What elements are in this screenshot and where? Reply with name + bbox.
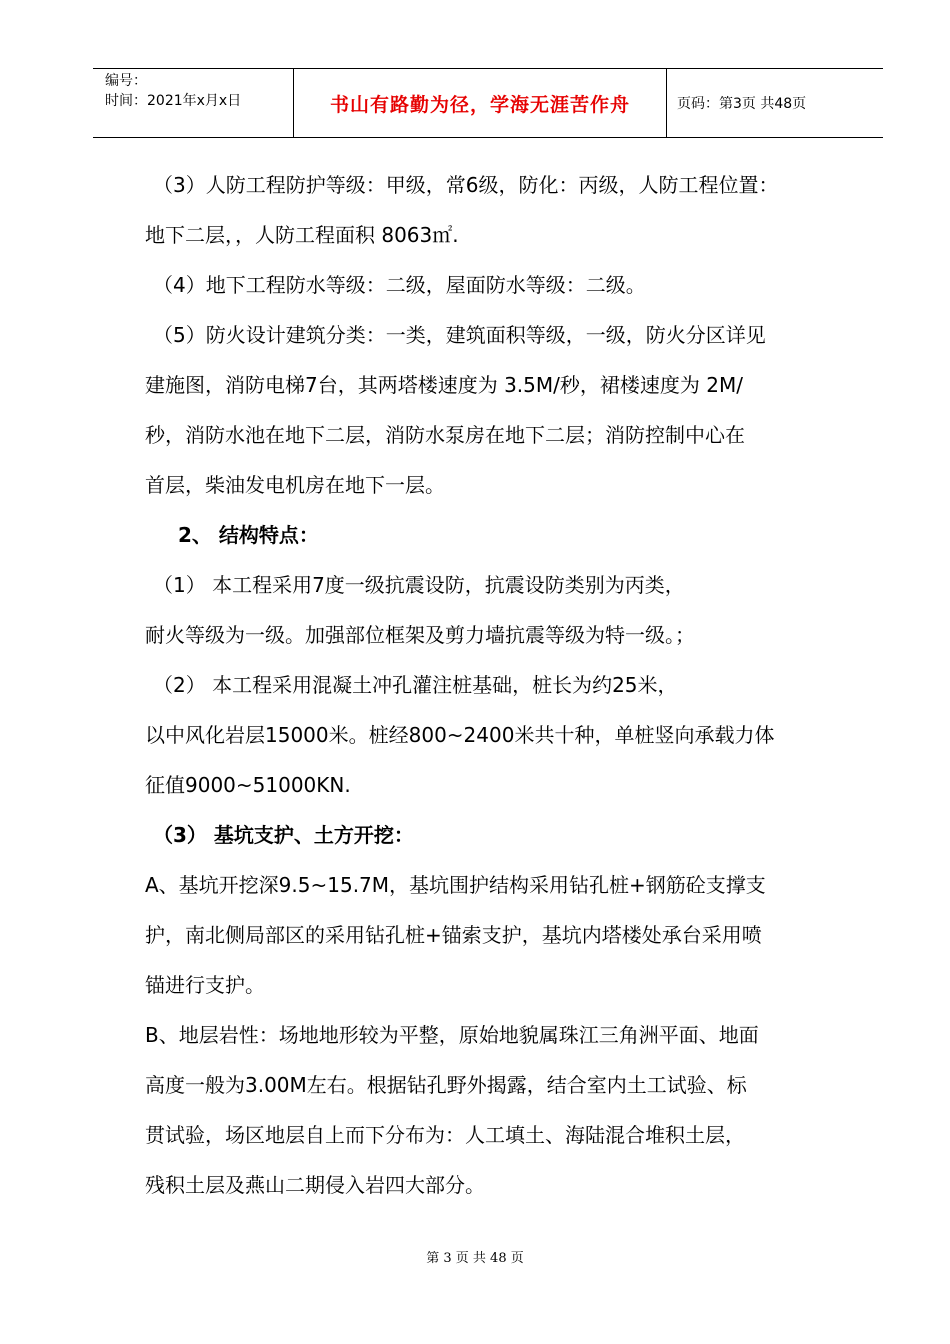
document-time-label: 时间：2021年x月x日 [105,93,242,109]
paragraph-line: （1） 本工程采用7度一级抗震设防，抗震设防类别为丙类， [153,573,685,597]
paragraph-line: （4）地下工程防水等级：二级，屋面防水等级：二级。 [153,273,646,297]
paragraph-line: （3）人防工程防护等级：甲级，常6级，防化：丙级，人防工程位置： [153,173,779,197]
paragraph-line: （5）防火设计建筑分类：一类，建筑面积等级，一级，防火分区详见 [153,323,766,347]
page-footer: 第 3 页 共 48 页 [426,1251,524,1266]
header-motto: 书山有路勤为径，学海无涯苦作舟 [329,93,630,116]
paragraph-line: 高度一般为3.00M左右。根据钻孔野外揭露，结合室内土工试验、标 [145,1073,747,1097]
paragraph-line: 首层，柴油发电机房在地下一层。 [145,473,445,497]
paragraph-line: （2） 本工程采用混凝土冲孔灌注桩基础，桩长为约25米， [153,673,678,697]
document-number-label: 编号： [105,73,147,89]
paragraph-line: 耐火等级为一级。加强部位框架及剪力墙抗震等级为特一级。； [145,623,695,647]
header-motto-cell [294,69,667,137]
paragraph-line: 征值9000~51000KN. [145,773,351,797]
header-page-info: 页码：第3页 共48页 [677,96,807,112]
paragraph-line: B、地层岩性：场地地形较为平整，原始地貌属珠江三角洲平面、地面 [145,1023,759,1047]
paragraph-line: 建施图，消防电梯7台，其两塔楼速度为 3.5M/秒，裙楼速度为 2M/ [145,373,743,397]
paragraph-line: 地下二层，，人防工程面积 8063㎡. [145,223,459,247]
paragraph-line: 残积土层及燕山二期侵入岩四大部分。 [145,1173,485,1197]
paragraph-line: 护，南北侧局部区的采用钻孔桩+锚索支护，基坑内塔楼处承台采用喷 [145,923,762,947]
paragraph-line: 以中风化岩层15000米。桩经800~2400米共十种，单桩竖向承载力体 [145,723,775,747]
header-meta-cell [93,69,294,137]
page-header [93,68,883,138]
paragraph-line: 贯试验，场区地层自上而下分布为：人工填土、海陆混合堆积土层， [145,1123,745,1147]
section-heading: 2、 结构特点： [178,523,319,547]
paragraph-line: 锚进行支护。 [145,973,265,997]
paragraph-line: 秒，消防水池在地下二层，消防水泵房在地下二层；消防控制中心在 [145,423,745,447]
header-page-cell [667,69,883,137]
document-body [145,160,845,1210]
subsection-heading: （3） 基坑支护、土方开挖： [153,823,414,847]
paragraph-line: A、基坑开挖深9.5~15.7M，基坑围护结构采用钻孔桩+钢筋砼支撑支 [145,873,766,897]
